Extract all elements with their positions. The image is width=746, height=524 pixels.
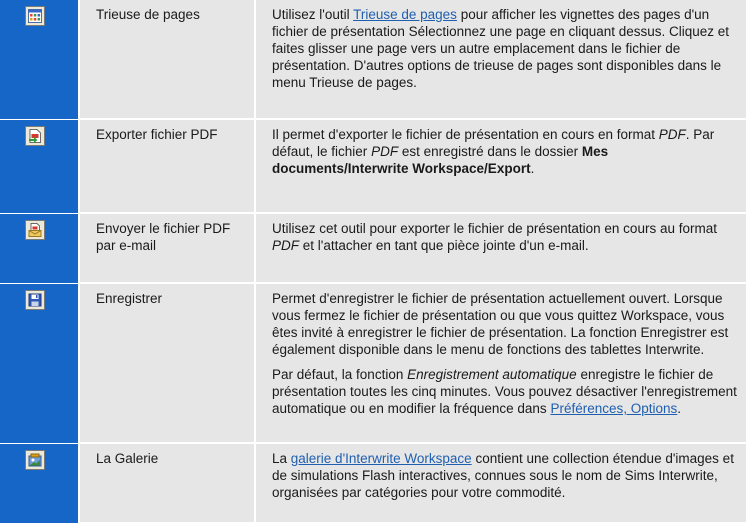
desc-italic: Enregistrement automatique <box>407 367 577 382</box>
email-pdf-icon[interactable] <box>25 220 45 240</box>
gallery-icon[interactable] <box>25 450 45 470</box>
tool-name: Enregistrer <box>79 283 255 443</box>
export-pdf-icon[interactable] <box>25 126 45 146</box>
desc-italic: PDF <box>658 127 686 142</box>
tool-description <box>255 283 746 443</box>
desc-text: est enregistré dans le dossier <box>398 144 582 159</box>
tool-description <box>255 0 746 119</box>
desc-text: enregistre le fichier de présentation toutes les cinq minutes. Vous pouvez désactiver l'enregistrement automatique ou en modifier la fréquence dans <box>272 367 737 416</box>
desc-text: pour afficher les vignettes des pages d'un fichier de présentation Sélectionnez une page en cliquant dessus. Cliquez et faites glisser une page vers un autre emplacement dans le fichier de présentation. D'autres options de trieuse de pages sont disponibles dans le menu Trieuse de pages. <box>272 7 730 90</box>
page-sorter-icon[interactable] <box>25 6 45 26</box>
desc-italic: PDF <box>371 144 399 159</box>
table-row <box>0 283 746 443</box>
table-row <box>0 119 746 213</box>
desc-text: Il permet d'exporter le fichier de présentation en cours en format <box>272 127 659 142</box>
desc-text: Utilisez cet outil pour exporter le fichier de présentation en cours au format <box>272 221 717 236</box>
icon-cell <box>0 119 79 213</box>
desc-text: contient une collection étendue d'images et de simulations Flash interactives, connues sous le nom de Sims Interwrite, organisées par catégories pour votre commodité. <box>272 451 734 500</box>
desc-text: . <box>530 161 535 176</box>
preferences-options-link[interactable]: Préférences, Options <box>550 401 678 416</box>
export-folder-path: Mes documents/Interwrite Workspace/Export <box>272 144 609 176</box>
desc-text: et l'attacher en tant que pièce jointe d'un e-mail. <box>299 238 589 253</box>
desc-italic: PDF <box>272 238 299 253</box>
tool-name: Envoyer le fichier PDF par e-mail <box>79 213 255 283</box>
desc-text: Par défaut, la fonction <box>272 367 408 382</box>
icon-cell <box>0 213 79 283</box>
page-sorter-link[interactable]: Trieuse de pages <box>353 7 457 22</box>
description-paragraph <box>272 450 738 501</box>
desc-text: Utilisez l'outil <box>272 7 354 22</box>
table-row <box>0 213 746 283</box>
description-paragraph <box>272 366 738 417</box>
tool-name: La Galerie <box>79 443 255 523</box>
tool-description <box>255 443 746 523</box>
desc-text: . <box>677 401 682 416</box>
icon-cell <box>0 0 79 119</box>
tool-description <box>255 213 746 283</box>
description-paragraph <box>272 220 738 254</box>
tool-description <box>255 119 746 213</box>
save-icon[interactable] <box>25 290 45 310</box>
description-paragraph <box>272 6 738 91</box>
desc-text: . Par défaut, le fichier <box>272 127 715 159</box>
gallery-link[interactable]: galerie d'Interwrite Workspace <box>290 451 472 466</box>
table-row <box>0 443 746 523</box>
tool-name: Trieuse de pages <box>79 0 255 119</box>
description-paragraph: Permet d'enregistrer le fichier de présentation actuellement ouvert. Lorsque vous fermez le fichier de présentation ou que vous quittez Workspace, vous êtes invité à enregistrer le fichier de présentation. La fonction Enregistrer est également disponible dans le menu de fonctions des tablettes Interwrite. <box>272 291 729 357</box>
desc-text: La <box>272 451 291 466</box>
tool-name: Exporter fichier PDF <box>79 119 255 213</box>
description-paragraph <box>272 126 738 177</box>
table-row <box>0 0 746 119</box>
icon-cell <box>0 283 79 443</box>
icon-cell <box>0 443 79 523</box>
